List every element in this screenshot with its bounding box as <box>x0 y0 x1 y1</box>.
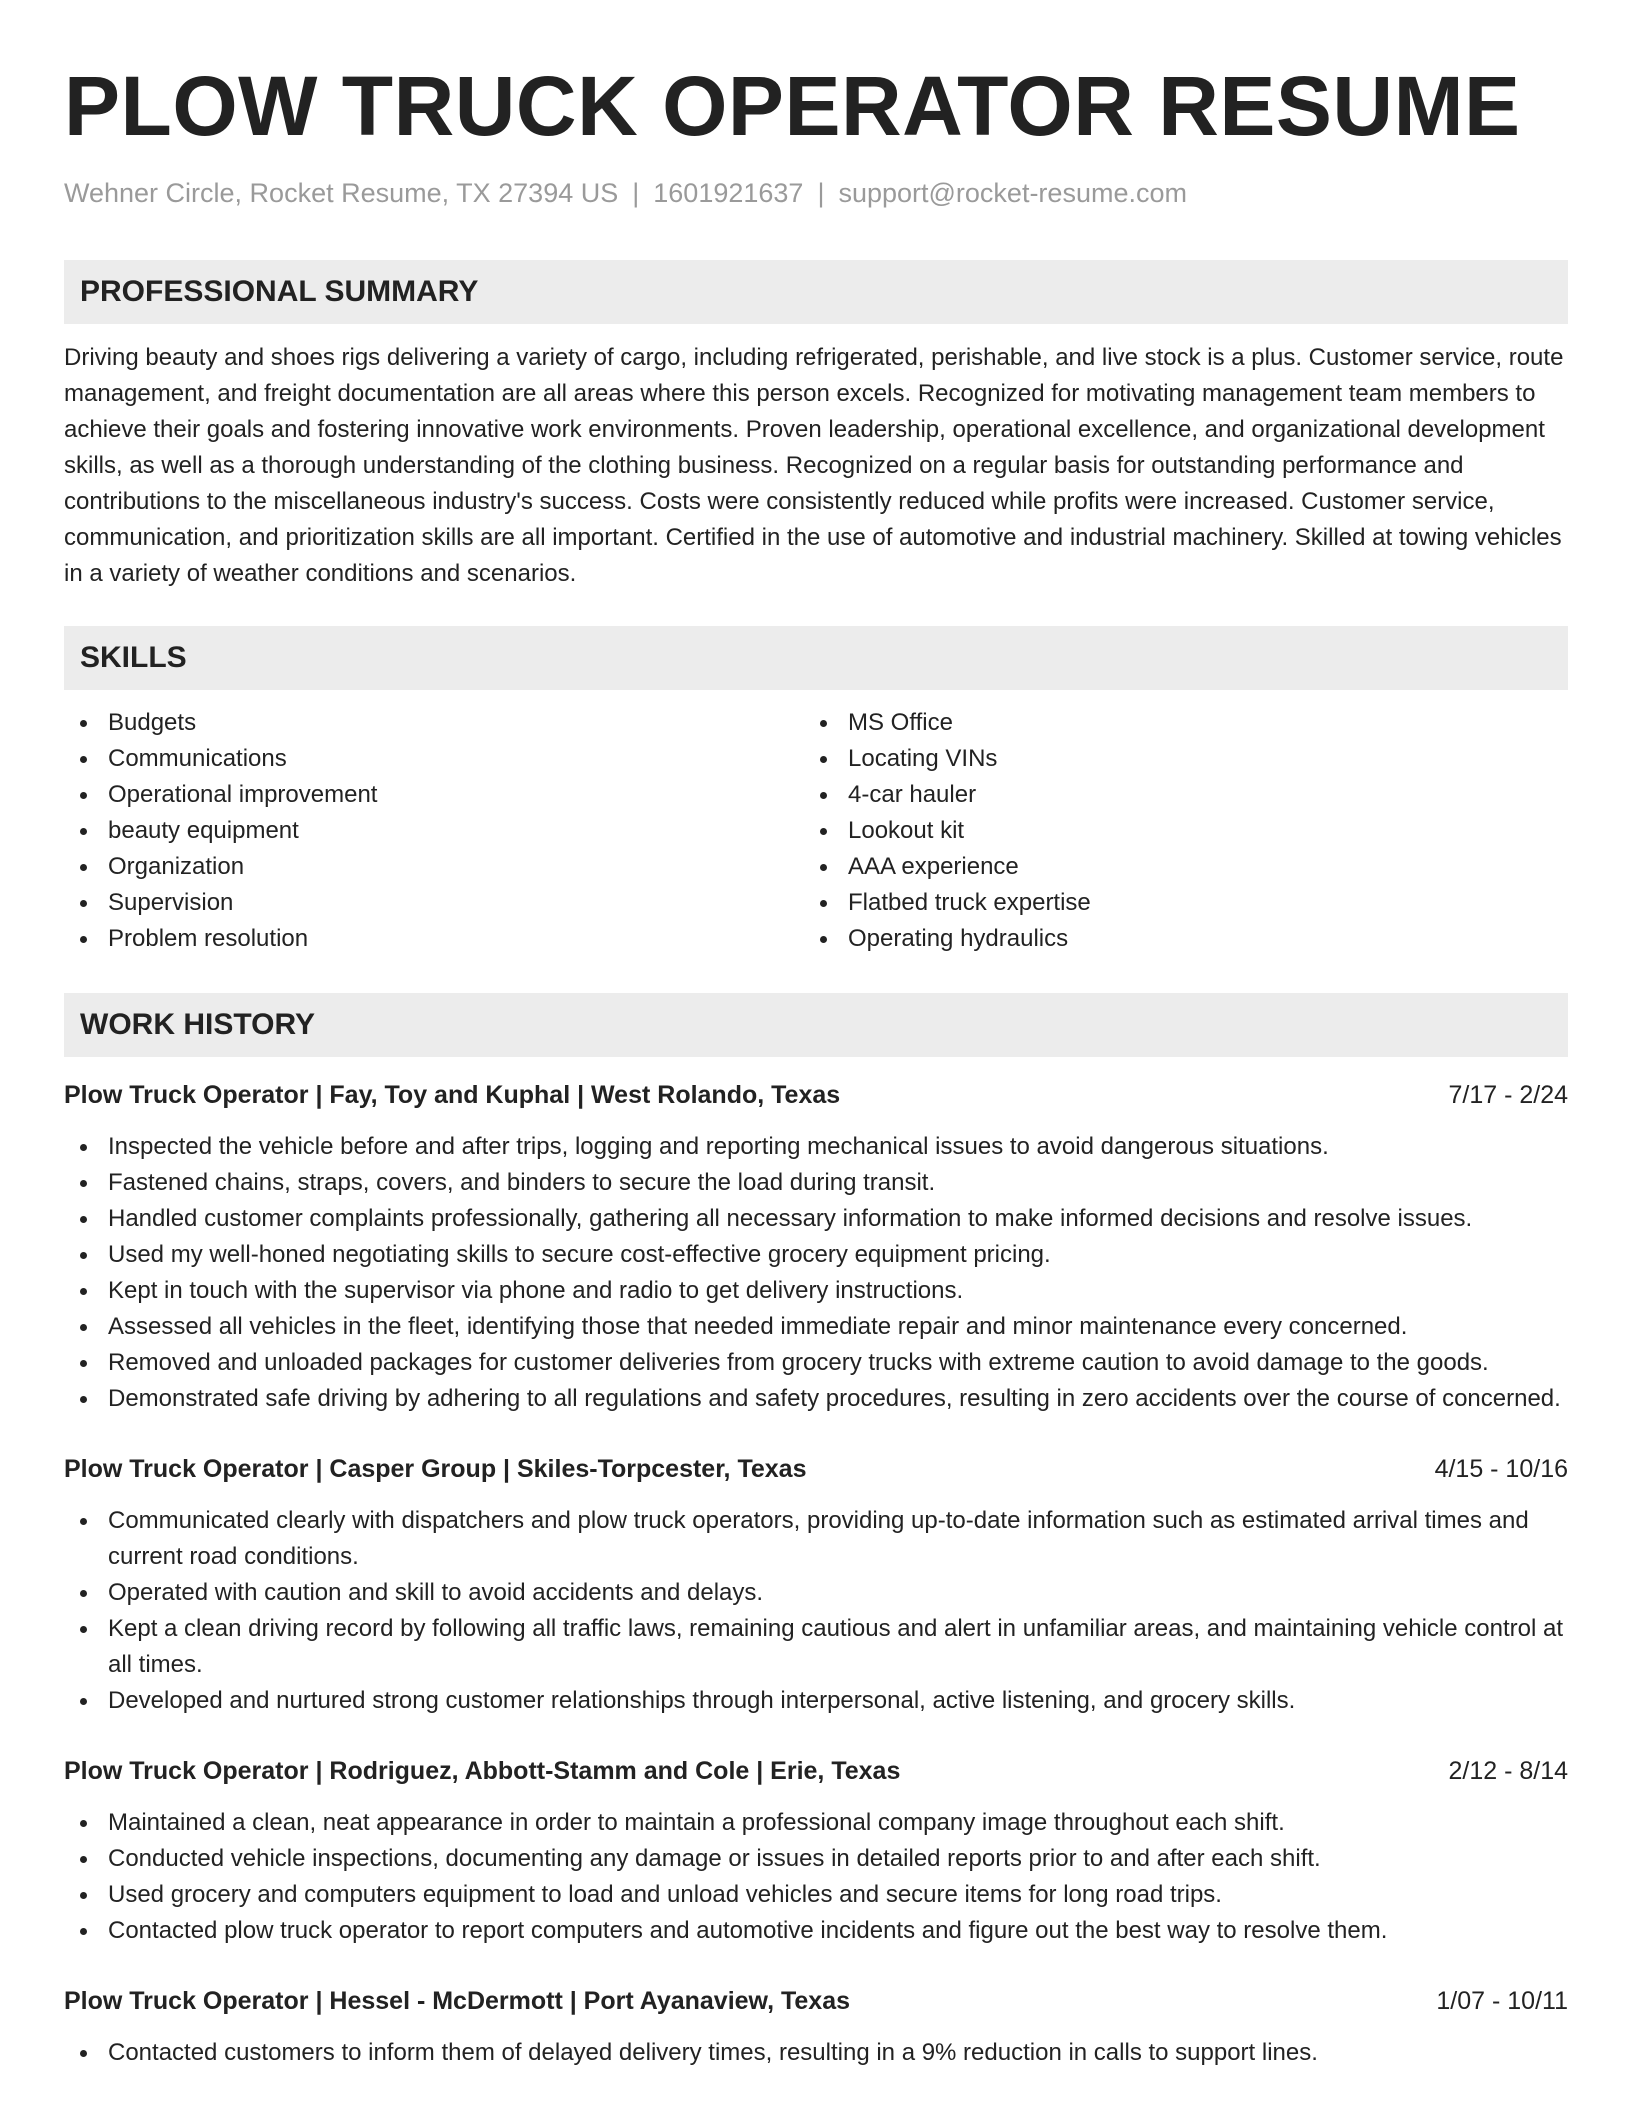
job-heading: Plow Truck Operator | Casper Group | Skiles-Torpcester, Texas <box>64 1455 807 1483</box>
job-heading: Plow Truck Operator | Hessel - McDermott | Port Ayanaview, Texas <box>64 1987 850 2015</box>
section-header-skills: SKILLS <box>64 626 1568 690</box>
job-heading: Plow Truck Operator | Rodriguez, Abbott-Stamm and Cole | Erie, Texas <box>64 1757 901 1785</box>
job-entry <box>64 1753 1568 1949</box>
job-bullet: Used grocery and computers equipment to load and unload vehicles and secure items for long road trips. <box>64 1877 1568 1913</box>
skills-grid <box>64 705 1568 957</box>
job-entry <box>64 1451 1568 1719</box>
skill-item: Supervision <box>64 885 804 921</box>
summary-text: Driving beauty and shoes rigs delivering a variety of cargo, including refrigerated, perishable, and live stock is a plus. Customer service, route management, and freight documentation are all areas where this person excels. Recognized for motivating management team members to achieve their goals and fostering innovative work environments. Proven leadership, operational excellence, and organizational development skills, as well as a thorough understanding of the clothing business. Recognized on a regular basis for outstanding performance and contributions to the miscellaneous industry's success. Costs were consistently reduced while profits were increased. Customer service, communication, and prioritization skills are all important. Certified in the use of automotive and industrial machinery. Skilled at towing vehicles in a variety of weather conditions and scenarios. <box>64 344 1564 587</box>
skill-item: Operational improvement <box>64 777 804 813</box>
job-dates: 4/15 - 10/16 <box>1434 1455 1568 1483</box>
job-bullets <box>64 1129 1568 1417</box>
job-bullet: Maintained a clean, neat appearance in order to maintain a professional company image throughout each shift. <box>64 1805 1568 1841</box>
skill-item: beauty equipment <box>64 813 804 849</box>
skill-item: MS Office <box>804 705 1544 741</box>
job-dates: 1/07 - 10/11 <box>1436 1987 1568 2015</box>
job-bullet: Kept a clean driving record by following all traffic laws, remaining cautious and alert in unfamiliar areas, and maintaining vehicle control at all times. <box>64 1611 1568 1683</box>
contact-separator: | <box>632 178 640 208</box>
job-bullet: Assessed all vehicles in the fleet, identifying those that needed immediate repair and minor maintenance every concerned. <box>64 1309 1568 1345</box>
resume-title: PLOW TRUCK OPERATOR RESUME <box>64 59 1521 153</box>
skills-list-right <box>804 705 1544 957</box>
job-bullet: Handled customer complaints professionally, gathering all necessary information to make informed decisions and resolve issues. <box>64 1201 1568 1237</box>
job-bullets <box>64 1503 1568 1719</box>
job-bullet: Fastened chains, straps, covers, and binders to secure the load during transit. <box>64 1165 1568 1201</box>
section-header-work-history: WORK HISTORY <box>64 993 1568 1057</box>
skill-item: Operating hydraulics <box>804 921 1544 957</box>
job-header <box>64 1451 1568 1487</box>
job-bullets <box>64 2035 1568 2071</box>
contact-address: Wehner Circle, Rocket Resume, TX 27394 US <box>64 178 619 208</box>
skill-item: Locating VINs <box>804 741 1544 777</box>
skill-item: Budgets <box>64 705 804 741</box>
job-bullet: Contacted customers to inform them of delayed delivery times, resulting in a 9% reduction in calls to support lines. <box>64 2035 1568 2071</box>
job-bullet: Operated with caution and skill to avoid accidents and delays. <box>64 1575 1568 1611</box>
job-bullet: Developed and nurtured strong customer relationships through interpersonal, active listening, and grocery skills. <box>64 1683 1568 1719</box>
job-bullets <box>64 1805 1568 1949</box>
contact-separator: | <box>817 178 825 208</box>
skill-item: AAA experience <box>804 849 1544 885</box>
skill-item: Communications <box>64 741 804 777</box>
section-header-summary: PROFESSIONAL SUMMARY <box>64 260 1568 324</box>
work-history-list <box>64 1077 1568 2071</box>
job-header <box>64 1077 1568 1113</box>
job-bullet: Kept in touch with the supervisor via phone and radio to get delivery instructions. <box>64 1273 1568 1309</box>
skill-item: Problem resolution <box>64 921 804 957</box>
job-header <box>64 1753 1568 1789</box>
job-bullet: Used my well-honed negotiating skills to secure cost-effective grocery equipment pricing. <box>64 1237 1568 1273</box>
job-dates: 7/17 - 2/24 <box>1448 1081 1568 1109</box>
contact-phone: 1601921637 <box>653 178 804 208</box>
skills-list-left <box>64 705 804 957</box>
job-bullet: Communicated clearly with dispatchers and plow truck operators, providing up-to-date information such as estimated arrival times and current road conditions. <box>64 1503 1568 1575</box>
contact-line <box>64 176 1568 210</box>
contact-email[interactable]: support@rocket-resume.com <box>838 178 1187 208</box>
job-dates: 2/12 - 8/14 <box>1448 1757 1568 1785</box>
skill-item: Lookout kit <box>804 813 1544 849</box>
job-bullet: Contacted plow truck operator to report computers and automotive incidents and figure out the best way to resolve them. <box>64 1913 1568 1949</box>
job-header <box>64 1983 1568 2019</box>
job-bullet: Inspected the vehicle before and after trips, logging and reporting mechanical issues to avoid dangerous situations. <box>64 1129 1568 1165</box>
job-entry <box>64 1983 1568 2071</box>
job-heading: Plow Truck Operator | Fay, Toy and Kuphal | West Rolando, Texas <box>64 1081 841 1109</box>
skill-item: 4-car hauler <box>804 777 1544 813</box>
job-bullet: Removed and unloaded packages for customer deliveries from grocery trucks with extreme caution to avoid damage to the goods. <box>64 1345 1568 1381</box>
job-bullet: Conducted vehicle inspections, documenting any damage or issues in detailed reports prior to and after each shift. <box>64 1841 1568 1877</box>
skill-item: Flatbed truck expertise <box>804 885 1544 921</box>
job-entry <box>64 1077 1568 1417</box>
skill-item: Organization <box>64 849 804 885</box>
job-bullet: Demonstrated safe driving by adhering to all regulations and safety procedures, resulting in zero accidents over the course of concerned. <box>64 1381 1568 1417</box>
